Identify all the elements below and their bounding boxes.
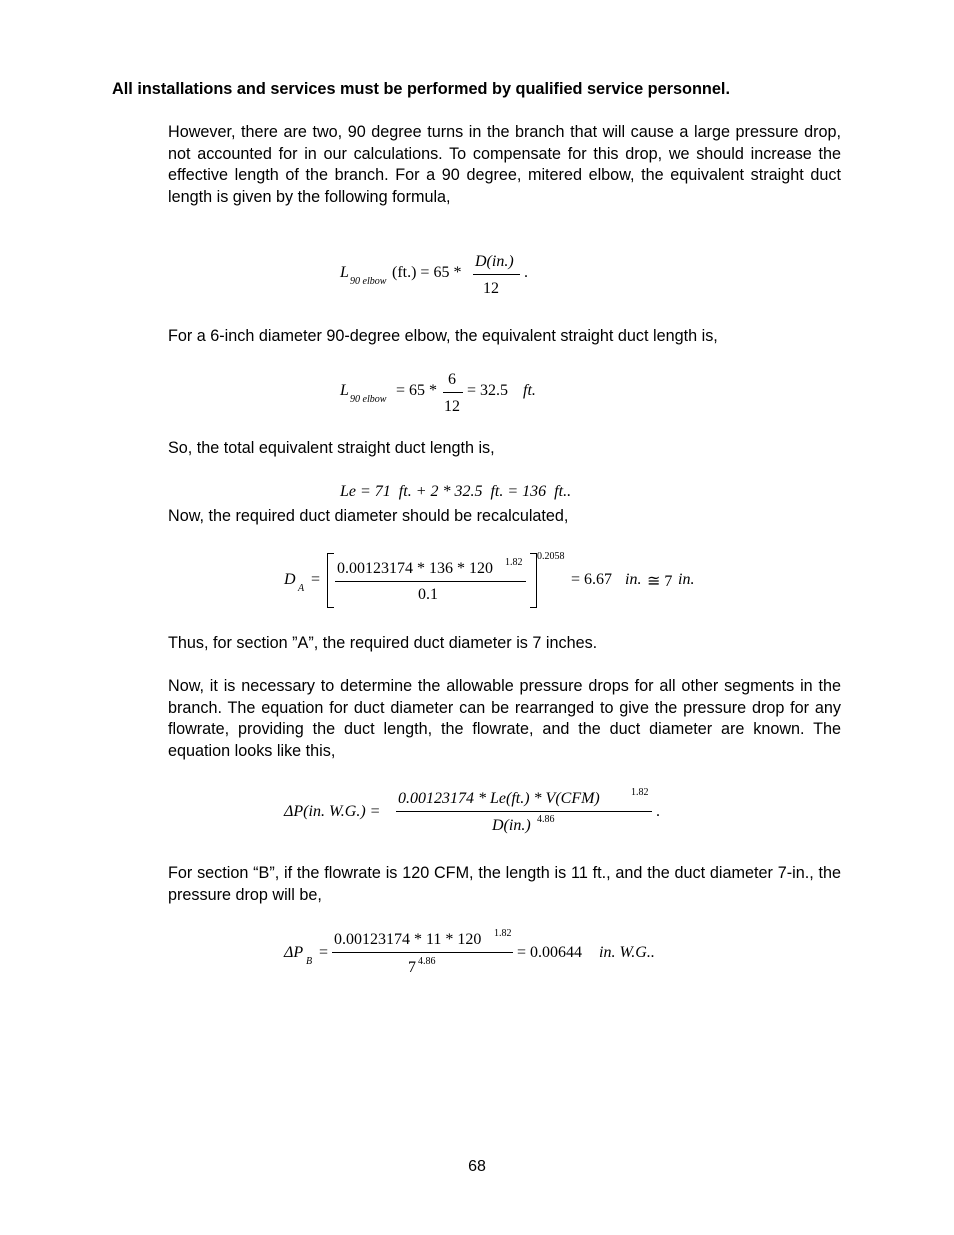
eq2-subscript: 90 elbow: [350, 394, 387, 405]
eq5-fraction-bar: [396, 811, 652, 812]
paragraph-section-b: For section “B”, if the flowrate is 120 CFM, the length is 11 ft., and the duct diameter 7-in., the pressure drop will be,: [168, 864, 841, 904]
eq6-rhs: = 0.00644: [517, 944, 583, 961]
paragraph-elbow-intro: However, there are two, 90 degree turns in the branch that will cause a large pressure drop, not accounted for in our calculations. To compensate for this drop, we should increase the effective length of the branch. For a 90 degree, mitered elbow, the equivalent straight duct length is given by the following formula,: [168, 123, 841, 206]
eq1-denominator: 12: [483, 280, 499, 297]
eq2-denominator: 12: [444, 398, 460, 415]
eq2-lhs: = 65 *: [396, 382, 438, 399]
eq4-unit2: in.: [678, 571, 695, 588]
eq6-numerator: 0.00123174 * 11 * 120: [334, 931, 482, 948]
eq6-fraction-bar: [332, 952, 513, 953]
eq6-equals: =: [319, 944, 329, 961]
eq4-symbol: D: [284, 571, 296, 588]
eq1-fraction-bar: [473, 274, 520, 275]
eq6-numerator-exponent: 1.82: [494, 928, 512, 939]
eq4-numerator: 0.00123174 * 136 * 120: [337, 560, 493, 577]
equation-total-length: Le = 71 ft. + 2 * 32.5 ft. = 136 ft..: [340, 483, 572, 500]
paragraph-six-inch-elbow: For a 6-inch diameter 90-degree elbow, the equivalent straight duct length is,: [168, 327, 718, 345]
eq6-subscript: B: [306, 956, 313, 967]
eq5-denominator-exponent: 4.86: [537, 814, 555, 825]
eq1-subscript: 90 elbow: [350, 276, 387, 287]
eq4-fraction-bar: [335, 581, 526, 582]
eq4-denominator: 0.1: [418, 586, 438, 603]
paragraph-section-a-result: Thus, for section ”A”, the required duct diameter is 7 inches.: [168, 634, 598, 652]
eq1-lhs: (ft.) = 65 *: [392, 264, 462, 281]
eq1-symbol: L: [340, 264, 349, 281]
eq5-lhs: ΔP(in. W.G.) =: [284, 803, 381, 820]
eq4-numerator-exponent: 1.82: [505, 557, 523, 568]
safety-warning: All installations and services must be performed by qualified service personnel.: [112, 80, 730, 98]
eq2-symbol: L: [340, 382, 349, 399]
eq5-denominator: D(in.): [492, 817, 531, 834]
paragraph-pressure-drop-intro: Now, it is necessary to determine the allowable pressure drops for all other segments in the branch. The equation for duct diameter can be rearranged to give the pressure drop for any flowrate, providing the duct length, the flowrate, and the duct diameter are known. The equation looks like this,: [168, 677, 841, 760]
eq4-subscript: A: [298, 583, 305, 594]
eq5-period: .: [656, 803, 660, 820]
eq5-numerator-exponent: 1.82: [631, 787, 649, 798]
eq5-numerator: 0.00123174 * Le(ft.) * V(CFM): [398, 790, 600, 807]
eq4-equals: =: [311, 571, 321, 588]
eq2-unit: ft.: [523, 382, 536, 399]
eq6-denominator-exponent: 4.86: [418, 956, 436, 967]
page-number: 68: [468, 1158, 486, 1175]
eq4-approx: ≅ 7: [647, 573, 673, 590]
paragraph-total-length: So, the total equivalent straight duct length is,: [168, 439, 495, 457]
eq2-fraction-bar: [443, 392, 463, 393]
eq1-numerator: D(in.): [475, 253, 514, 270]
eq2-numerator: 6: [448, 371, 456, 388]
eq4-left-bracket: [327, 553, 334, 608]
eq4-right-bracket: [530, 553, 537, 608]
eq1-period: .: [524, 264, 528, 281]
eq4-outer-exponent: 0.2058: [537, 551, 565, 562]
eq6-unit: in. W.G..: [599, 944, 655, 961]
eq4-rhs: = 6.67: [571, 571, 613, 588]
eq2-rhs: = 32.5: [467, 382, 509, 399]
eq6-lhs: ΔP: [284, 944, 304, 961]
eq6-denominator: 7: [408, 959, 416, 976]
eq4-unit1: in.: [625, 571, 642, 588]
paragraph-recalculate: Now, the required duct diameter should be recalculated,: [168, 507, 569, 525]
